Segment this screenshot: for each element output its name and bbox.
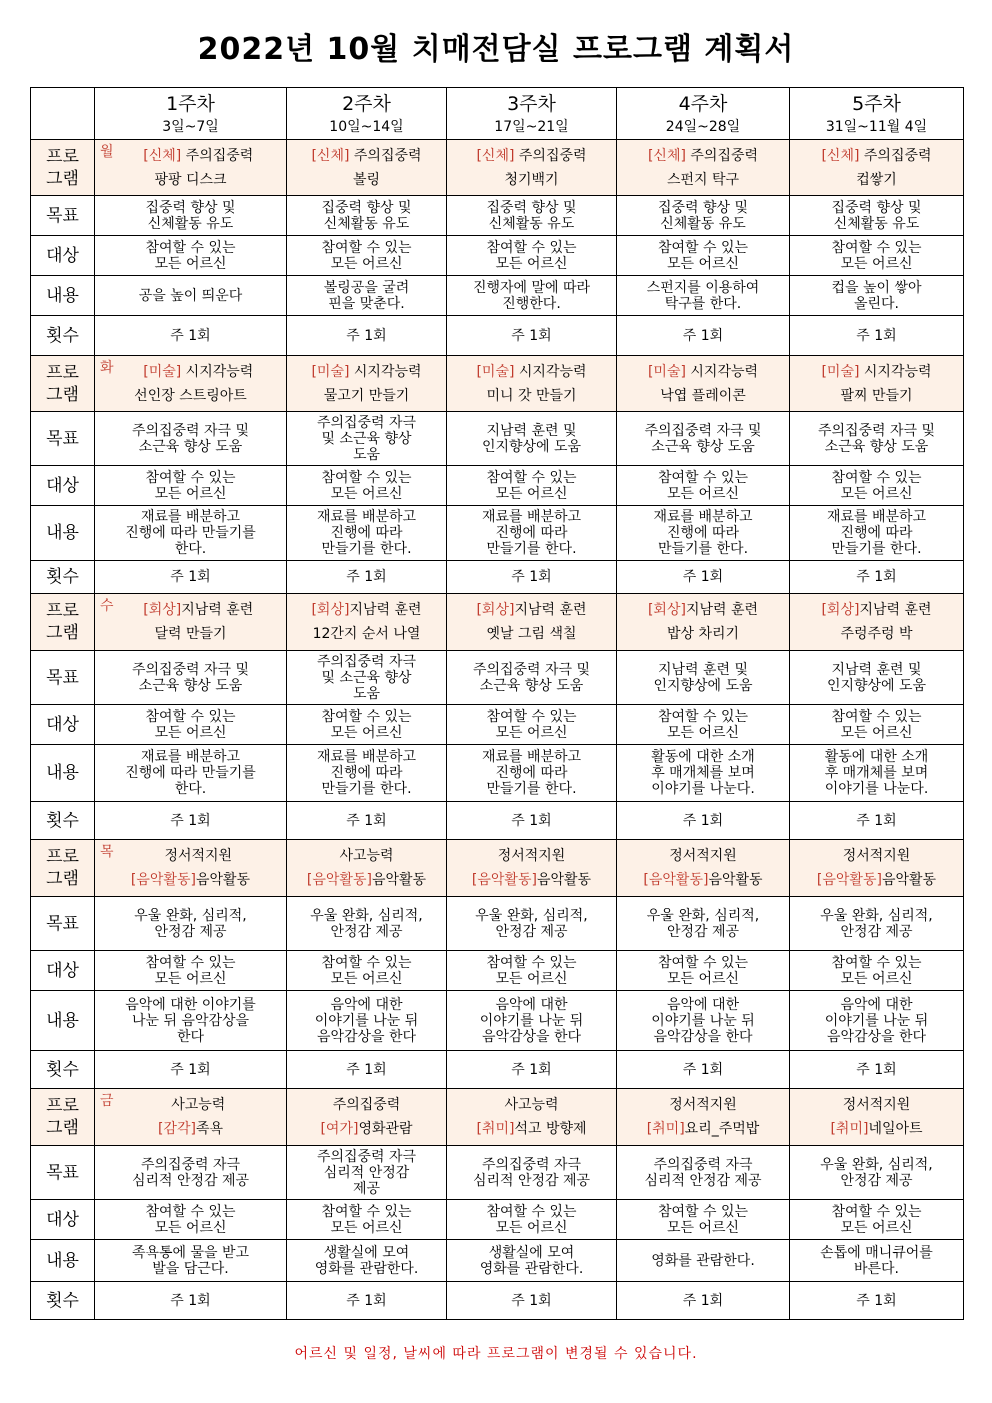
program-name: 주렁주렁 박	[840, 626, 913, 642]
program-category: [신체]	[311, 147, 350, 164]
program-cell	[790, 840, 964, 897]
program-ability: 사고능력	[504, 1097, 559, 1113]
program-category-line	[793, 144, 960, 168]
weekday-label: 수	[100, 598, 114, 614]
program-category: [음악활동]	[306, 872, 372, 888]
goal-cell: 우울 완화, 심리적, 안정감 제공	[447, 897, 617, 951]
program-ability: 사고능력	[171, 1097, 226, 1113]
content-cell: 영화를 관람한다.	[617, 1240, 790, 1282]
program-name: 미니 갓 만들기	[486, 387, 577, 404]
program-name: 물고기 만들기	[323, 387, 410, 404]
goal-cell: 집중력 향상 및 신체활동 유도	[617, 196, 790, 236]
content-cell: 손톱에 매니큐어를 바른다.	[790, 1240, 964, 1282]
program-category: [취미]	[476, 1121, 515, 1137]
goal-cell: 집중력 향상 및 신체활동 유도	[447, 196, 617, 236]
weekday-label: 목	[100, 844, 114, 860]
program-name: 팔찌 만들기	[840, 387, 913, 404]
row-label-target: 대상	[31, 951, 95, 991]
content-cell: 볼링공을 굴려 핀을 맞춘다.	[287, 276, 447, 316]
program-category: [회상]	[311, 602, 350, 618]
program-category: [회상]	[143, 602, 182, 618]
week-label: 4주차	[678, 92, 728, 115]
target-cell: 참여할 수 있는 모든 어르신	[95, 466, 287, 506]
program-category: [회상]	[647, 602, 686, 618]
count-cell: 주 1회	[617, 1051, 790, 1089]
program-category: [미술]	[821, 363, 860, 380]
goal-cell: 집중력 향상 및 신체활동 유도	[790, 196, 964, 236]
row-label-target: 대상	[31, 236, 95, 276]
program-cell	[287, 356, 447, 412]
count-cell: 주 1회	[287, 802, 447, 840]
program-cell	[447, 140, 617, 196]
count-cell: 주 1회	[790, 1051, 964, 1089]
program-activity-line	[793, 868, 960, 892]
program-name: 스펀지 탁구	[666, 171, 740, 188]
program-category-line	[98, 360, 283, 384]
week-dates: 10일~14일	[329, 118, 404, 135]
content-cell: 재료를 배분하고 진행에 따라 만들기를 한다.	[617, 506, 790, 561]
row-label-target: 대상	[31, 466, 95, 506]
count-cell: 주 1회	[790, 1282, 964, 1320]
program-name: 선인장 스트링아트	[134, 387, 247, 404]
target-cell: 참여할 수 있는 모든 어르신	[447, 236, 617, 276]
program-activity-line	[290, 868, 443, 892]
program-ability: 주의집중력	[685, 147, 759, 164]
target-cell: 참여할 수 있는 모든 어르신	[617, 1200, 790, 1240]
count-cell: 주 1회	[617, 316, 790, 356]
count-cell: 주 1회	[790, 316, 964, 356]
goal-cell: 우울 완화, 심리적, 안정감 제공	[95, 897, 287, 951]
row-label-content: 내용	[31, 991, 95, 1051]
program-ability: 지남력 훈련	[685, 602, 759, 618]
week-dates: 31일~11월 4일	[825, 118, 928, 135]
program-cell	[790, 140, 964, 196]
program-category: [음악활동]	[471, 872, 537, 888]
week-label: 5주차	[852, 92, 901, 115]
goal-cell: 우울 완화, 심리적, 안정감 제공	[790, 1146, 964, 1200]
program-activity-line	[290, 1117, 443, 1141]
count-cell: 주 1회	[447, 1051, 617, 1089]
program-category: [음악활동]	[816, 872, 882, 888]
program-ability: 시지각능력	[514, 363, 587, 380]
target-cell: 참여할 수 있는 모든 어르신	[95, 705, 287, 745]
row-label-count: 횟수	[31, 802, 95, 840]
content-cell: 음악에 대한 이야기를 나눈 뒤 음악감상을 한다	[287, 991, 447, 1051]
target-cell: 참여할 수 있는 모든 어르신	[287, 705, 447, 745]
week-dates: 24일~28일	[665, 118, 741, 135]
goal-cell: 우울 완화, 심리적, 안정감 제공	[790, 897, 964, 951]
goal-cell: 우울 완화, 심리적, 안정감 제공	[287, 897, 447, 951]
content-cell: 재료를 배분하고 진행에 따라 만들기를 한다.	[790, 506, 964, 561]
goal-cell: 주의집중력 자극 심리적 안정감 제공	[95, 1146, 287, 1200]
program-name: 요리_주먹밥	[684, 1121, 760, 1137]
program-category-line	[793, 598, 960, 622]
week-header	[95, 88, 287, 140]
target-cell: 참여할 수 있는 모든 어르신	[95, 236, 287, 276]
program-activity-line	[98, 868, 283, 892]
content-cell: 족욕통에 물을 받고 발을 담근다.	[95, 1240, 287, 1282]
program-name: 석고 방향제	[514, 1121, 587, 1137]
content-cell: 스펀지를 이용하여 탁구를 한다.	[617, 276, 790, 316]
weekday-label: 월	[100, 143, 114, 160]
content-cell: 음악에 대한 이야기를 나눈 뒤 음악감상을 한다	[617, 991, 790, 1051]
target-cell: 참여할 수 있는 모든 어르신	[287, 951, 447, 991]
week-label: 1주차	[166, 92, 215, 115]
row-label-content: 내용	[31, 276, 95, 316]
goal-cell: 주의집중력 자극 및 소근육 향상 도움	[617, 412, 790, 466]
row-label-program: 프로 그램	[31, 594, 95, 651]
week-header	[790, 88, 964, 140]
program-ability: 주의집중력	[181, 147, 254, 164]
program-ability: 시지각능력	[349, 363, 422, 380]
program-cell	[287, 1089, 447, 1146]
target-cell: 참여할 수 있는 모든 어르신	[287, 1200, 447, 1240]
footer-note: 어르신 및 일정, 날씨에 따라 프로그램이 변경될 수 있습니다.	[294, 1346, 698, 1362]
program-ability: 시지각능력	[685, 363, 759, 380]
program-category-line	[450, 360, 613, 384]
target-cell: 참여할 수 있는 모든 어르신	[447, 705, 617, 745]
program-category-line	[290, 598, 443, 622]
count-cell: 주 1회	[95, 1051, 287, 1089]
target-cell: 참여할 수 있는 모든 어르신	[95, 951, 287, 991]
program-name: 볼링	[352, 171, 381, 188]
program-ability: 정서적지원	[842, 1097, 911, 1113]
count-cell: 주 1회	[617, 802, 790, 840]
program-ability: 지남력 훈련	[514, 602, 587, 618]
program-cell	[95, 594, 287, 651]
content-cell: 음악에 대한 이야기를 나눈 뒤 음악감상을 한다	[790, 991, 964, 1051]
count-cell: 주 1회	[95, 561, 287, 594]
target-cell: 참여할 수 있는 모든 어르신	[790, 951, 964, 991]
goal-cell: 주의집중력 자극 심리적 안정감 제공	[447, 1146, 617, 1200]
row-label-count: 횟수	[31, 1051, 95, 1089]
row-label-program: 프로 그램	[31, 140, 95, 196]
program-cell	[790, 1089, 964, 1146]
week-header	[447, 88, 617, 140]
week-header	[287, 88, 447, 140]
program-category-line	[793, 360, 960, 384]
count-cell: 주 1회	[447, 561, 617, 594]
program-category: [신체]	[476, 147, 515, 164]
count-cell: 주 1회	[95, 802, 287, 840]
program-category-line	[620, 144, 786, 168]
row-label-goal: 목표	[31, 412, 95, 466]
program-cell	[617, 594, 790, 651]
weekday-label: 금	[100, 1093, 114, 1109]
target-cell: 참여할 수 있는 모든 어르신	[287, 236, 447, 276]
program-ability: 시지각능력	[181, 363, 254, 380]
program-category: [여가]	[320, 1121, 359, 1137]
target-cell: 참여할 수 있는 모든 어르신	[287, 466, 447, 506]
week-dates: 17일~21일	[494, 118, 569, 135]
program-category: [미술]	[143, 363, 182, 380]
row-label-count: 횟수	[31, 1282, 95, 1320]
program-category: [회상]	[476, 602, 515, 618]
program-category: [감각]	[157, 1121, 196, 1137]
count-cell: 주 1회	[287, 316, 447, 356]
content-cell: 생활실에 모여 영화를 관람한다.	[447, 1240, 617, 1282]
program-category: [미술]	[647, 363, 686, 380]
program-category: [취미]	[646, 1121, 685, 1137]
goal-cell: 주의집중력 자극 심리적 안정감 제공	[287, 1146, 447, 1200]
content-cell: 컵을 높이 쌓아 올린다.	[790, 276, 964, 316]
program-activity-line	[98, 1117, 283, 1141]
count-cell: 주 1회	[287, 561, 447, 594]
row-label-program: 프로 그램	[31, 840, 95, 897]
program-ability: 시지각능력	[859, 363, 932, 380]
goal-cell: 주의집중력 자극 및 소근육 향상 도움	[95, 412, 287, 466]
goal-cell: 우울 완화, 심리적, 안정감 제공	[617, 897, 790, 951]
program-cell	[95, 140, 287, 196]
program-cell	[790, 356, 964, 412]
program-cell	[447, 594, 617, 651]
content-cell: 활동에 대한 소개 후 매개체를 보며 이야기를 나눈다.	[790, 745, 964, 802]
target-cell: 참여할 수 있는 모든 어르신	[790, 466, 964, 506]
program-name: 음악활동	[536, 872, 592, 888]
row-label-goal: 목표	[31, 1146, 95, 1200]
header-corner	[31, 88, 95, 140]
program-ability: 정서적지원	[497, 848, 566, 864]
goal-cell: 집중력 향상 및 신체활동 유도	[95, 196, 287, 236]
content-cell: 재료를 배분하고 진행에 따라 만들기를 한다.	[447, 745, 617, 802]
program-cell	[287, 594, 447, 651]
program-cell	[617, 356, 790, 412]
program-name: 컵쌓기	[856, 171, 897, 188]
target-cell: 참여할 수 있는 모든 어르신	[617, 466, 790, 506]
content-cell: 재료를 배분하고 진행에 따라 만들기를 한다.	[95, 745, 287, 802]
count-cell: 주 1회	[287, 1282, 447, 1320]
program-category-line	[450, 598, 613, 622]
program-cell	[95, 356, 287, 412]
count-cell: 주 1회	[790, 802, 964, 840]
content-cell: 재료를 배분하고 진행에 따라 만들기를 한다.	[447, 506, 617, 561]
goal-cell: 지남력 훈련 및 인지향상에 도움	[447, 412, 617, 466]
goal-cell: 주의집중력 자극 및 소근육 향상 도움	[95, 651, 287, 705]
week-header	[617, 88, 790, 140]
program-category: [취미]	[830, 1121, 869, 1137]
content-cell: 재료를 배분하고 진행에 따라 만들기를 한다.	[287, 745, 447, 802]
row-label-content: 내용	[31, 745, 95, 802]
program-name: 영화관람	[358, 1121, 413, 1137]
row-label-count: 횟수	[31, 316, 95, 356]
program-ability: 사고능력	[339, 848, 394, 864]
week-label: 2주차	[342, 92, 391, 115]
target-cell: 참여할 수 있는 모든 어르신	[447, 951, 617, 991]
program-category-line	[98, 598, 283, 622]
content-cell: 재료를 배분하고 진행에 따라 만들기를 한다.	[95, 506, 287, 561]
count-cell: 주 1회	[447, 1282, 617, 1320]
content-cell: 진행자에 말에 따라 진행한다.	[447, 276, 617, 316]
program-category: [신체]	[143, 147, 182, 164]
program-name: 낙엽 플레이콘	[660, 387, 746, 404]
goal-cell: 지남력 훈련 및 인지향상에 도움	[617, 651, 790, 705]
row-label-count: 횟수	[31, 561, 95, 594]
program-ability: 주의집중력	[332, 1097, 401, 1113]
target-cell: 참여할 수 있는 모든 어르신	[447, 466, 617, 506]
program-cell	[447, 1089, 617, 1146]
content-cell: 음악에 대한 이야기를 나눈 뒤 음악감상을 한다	[447, 991, 617, 1051]
program-ability: 지남력 훈련	[859, 602, 932, 618]
row-label-content: 내용	[31, 1240, 95, 1282]
program-ability: 정서적지원	[669, 848, 737, 864]
program-activity-line	[450, 868, 613, 892]
program-activity-line	[620, 1117, 786, 1141]
count-cell: 주 1회	[95, 1282, 287, 1320]
program-category-line	[290, 144, 443, 168]
goal-cell: 집중력 향상 및 신체활동 유도	[287, 196, 447, 236]
program-cell	[447, 356, 617, 412]
row-label-goal: 목표	[31, 651, 95, 705]
program-category: [미술]	[476, 363, 515, 380]
row-label-content: 내용	[31, 506, 95, 561]
program-category-line	[620, 598, 786, 622]
program-ability: 정서적지원	[842, 848, 911, 864]
target-cell: 참여할 수 있는 모든 어르신	[617, 236, 790, 276]
count-cell: 주 1회	[617, 561, 790, 594]
program-ability: 주의집중력	[859, 147, 932, 164]
program-ability: 주의집중력	[514, 147, 587, 164]
program-name: 네일아트	[868, 1121, 923, 1137]
goal-cell: 지남력 훈련 및 인지향상에 도움	[790, 651, 964, 705]
content-cell: 재료를 배분하고 진행에 따라 만들기를 한다.	[287, 506, 447, 561]
goal-cell: 주의집중력 자극 및 소근육 향상 도움	[287, 412, 447, 466]
program-category-line	[450, 144, 613, 168]
program-category: [신체]	[821, 147, 860, 164]
row-label-target: 대상	[31, 705, 95, 745]
count-cell: 주 1회	[447, 802, 617, 840]
page-title: 2022년 10월 치매전담실 프로그램 계획서	[197, 32, 795, 67]
program-ability: 정서적지원	[669, 1097, 737, 1113]
program-ability: 지남력 훈련	[349, 602, 422, 618]
program-name: 음악활동	[371, 872, 427, 888]
row-label-program: 프로 그램	[31, 1089, 95, 1146]
goal-cell: 주의집중력 자극 및 소근육 향상 도움	[790, 412, 964, 466]
target-cell: 참여할 수 있는 모든 어르신	[617, 705, 790, 745]
program-name: 음악활동	[195, 872, 251, 888]
program-name: 옛날 그림 색칠	[486, 626, 577, 642]
program-cell	[95, 840, 287, 897]
count-cell: 주 1회	[95, 316, 287, 356]
program-category: [회상]	[821, 602, 860, 618]
program-name: 음악활동	[708, 872, 763, 888]
target-cell: 참여할 수 있는 모든 어르신	[790, 705, 964, 745]
target-cell: 참여할 수 있는 모든 어르신	[95, 1200, 287, 1240]
program-cell	[95, 1089, 287, 1146]
program-plan-table	[30, 87, 964, 1320]
program-category-line	[98, 144, 283, 168]
program-category-line	[620, 360, 786, 384]
program-activity-line	[620, 868, 786, 892]
row-label-program: 프로 그램	[31, 356, 95, 412]
count-cell: 주 1회	[447, 316, 617, 356]
program-name: 음악활동	[881, 872, 937, 888]
row-label-goal: 목표	[31, 196, 95, 236]
program-cell	[287, 840, 447, 897]
week-dates: 3일~7일	[162, 118, 219, 135]
program-name: 팡팡 디스크	[154, 171, 227, 188]
goal-cell: 주의집중력 자극 심리적 안정감 제공	[617, 1146, 790, 1200]
target-cell: 참여할 수 있는 모든 어르신	[447, 1200, 617, 1240]
program-cell	[617, 1089, 790, 1146]
weekday-label: 화	[100, 359, 114, 376]
count-cell: 주 1회	[287, 1051, 447, 1089]
program-cell	[617, 840, 790, 897]
program-name: 청기백기	[504, 171, 559, 188]
target-cell: 참여할 수 있는 모든 어르신	[617, 951, 790, 991]
content-cell: 공을 높이 띄운다	[95, 276, 287, 316]
program-name: 12간지 순서 나열	[312, 626, 421, 642]
week-label: 3주차	[507, 92, 556, 115]
program-category: [신체]	[647, 147, 686, 164]
program-category-line	[290, 360, 443, 384]
program-ability: 정서적지원	[164, 848, 233, 864]
target-cell: 참여할 수 있는 모든 어르신	[790, 236, 964, 276]
program-category: [음악활동]	[643, 872, 709, 888]
program-ability: 지남력 훈련	[181, 602, 254, 618]
program-category: [음악활동]	[130, 872, 196, 888]
program-name: 달력 만들기	[154, 626, 227, 642]
program-cell	[617, 140, 790, 196]
row-label-target: 대상	[31, 1200, 95, 1240]
program-name: 밥상 차리기	[666, 626, 740, 642]
target-cell: 참여할 수 있는 모든 어르신	[790, 1200, 964, 1240]
program-activity-line	[793, 1117, 960, 1141]
count-cell: 주 1회	[617, 1282, 790, 1320]
content-cell: 활동에 대한 소개 후 매개체를 보며 이야기를 나눈다.	[617, 745, 790, 802]
program-category: [미술]	[311, 363, 350, 380]
goal-cell: 주의집중력 자극 및 소근육 향상 도움	[287, 651, 447, 705]
content-cell: 생활실에 모여 영화를 관람한다.	[287, 1240, 447, 1282]
goal-cell: 주의집중력 자극 및 소근육 향상 도움	[447, 651, 617, 705]
count-cell: 주 1회	[790, 561, 964, 594]
content-cell: 음악에 대한 이야기를 나눈 뒤 음악감상을 한다	[95, 991, 287, 1051]
program-cell	[287, 140, 447, 196]
program-activity-line	[450, 1117, 613, 1141]
program-cell	[447, 840, 617, 897]
program-name: 족욕	[195, 1121, 224, 1137]
row-label-goal: 목표	[31, 897, 95, 951]
program-cell	[790, 594, 964, 651]
program-ability: 주의집중력	[349, 147, 422, 164]
